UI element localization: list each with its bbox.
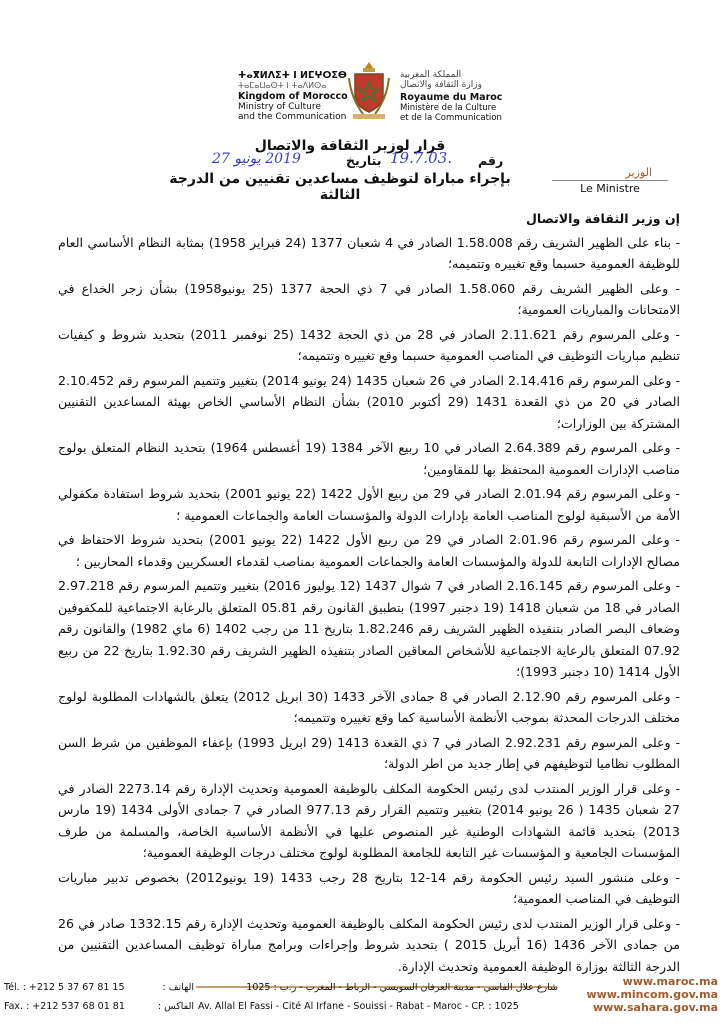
decision-title: قرار لوزير الثقافة والاتصال [254, 138, 446, 154]
footer-websites [562, 975, 718, 1014]
decision-reference-line [200, 149, 520, 173]
kingdom-fr: Royaume du Maroc [400, 92, 503, 103]
kingdom-ar: المملكة المغربية [400, 70, 462, 80]
visa-item: - وعلى المرسوم رقم 2.16.145 الصادر في 7 شوال 1437 (12 يوليوز 2016) بتغيير وتتميم المرسوم رقم 2.97.218 الصادر في 18 من شعبان 1418 (19 دجنبر 1997) بتطبيق القانون رقم 05.81 المتعلق بالرعاية الاجتماعية للمكفوفين وضعاف البصر الصادر بتنفيذه الظهير الشريف رقم 1.82.246 بتاريخ 11 من رجب 1402 (6 ماي 1982) والقانون رقم 07.92 المتعلق بالرعاية الاجتماعية للأشخاص المعاقين الصادر بتنفيذه الظهير الشريف رقم 1.92.30 بتاريخ 22 من ربيع الأول 1414 (10 دجنبر 1993)؛ [58, 578, 681, 679]
ref-number: 19.7.03. [390, 149, 453, 167]
ministry-en-2: and the Communication [238, 112, 347, 122]
footer-fax: Fax. : +212 537 68 01 81 [4, 1001, 125, 1012]
ref-date-label: بتاريخ [346, 153, 382, 168]
visa-item: - وعلى المرسوم رقم 2.01.94 الصادر في 29 من ربيع الأول 1422 (22 يونيو 2001) بتحديد شروط استفادة مكفولي الأمة من الأسبقية لولوج المناصب العامة بإدارات الدولة والمؤسسات العامة والجماعات العمومية ؛ [58, 486, 680, 523]
decision-body [58, 208, 680, 980]
ministry-fr-2: et de la Communication [400, 113, 502, 123]
website-link[interactable]: www.mincom.gov.ma [586, 988, 718, 1001]
header-right [400, 70, 510, 123]
body-intro: إن وزير الثقافة والاتصال [525, 211, 680, 226]
visa-item: - وعلى المرسوم رقم 2.01.96 الصادر في 29 من ربيع الأول 1422 (22 يونيو 2001) بتحديد شروط الاحتفاظ في مصالح الإدارات التابعة للدولة والمؤسسات العامة والجماعات العمومية بمناصب لقدماء العسكريين وقدماء المحاربين ؛ [58, 532, 680, 569]
ref-date: 2019 يونيو 27 [212, 151, 301, 167]
website-link[interactable]: www.sahara.gov.ma [593, 1001, 718, 1014]
footer-fax-row [4, 997, 194, 1016]
footer-tel-ar: الهاتف : [162, 982, 194, 993]
visa-item: - بناء على الظهير الشريف رقم 1.58.008 الصادر في 4 شعبان 1377 (24 فبراير 1958) بمثابة النظام الأساسي العام للوظيفة العمومية حسبما وقع تغييره وتتميمه؛ [58, 234, 680, 271]
minister-label-box [552, 166, 668, 195]
ministry-ar: وزارة الثقافة والاتصال [400, 80, 482, 90]
tifinagh-sub: ⵜⴰⵎⴰⵡⴰⵙⵜ ⵏ ⵜⴰⴷⵍⵙⴰ [238, 81, 327, 90]
tifinagh-title: ⵜⴰⴳⵍⴷⵉⵜ ⵏ ⵍⵎⵖⵔⵉⴱ [238, 70, 347, 81]
visa-item: - وعلى المرسوم رقم 2.64.389 الصادر في 10 ربيع الآخر 1384 (19 أغسطس 1964) بتحديد النظام المتعلق بولوج مناصب الإدارات العمومية المحتفظ بها للمقاومين؛ [58, 440, 680, 477]
minister-fr: Le Ministre [580, 182, 640, 195]
visa-item: - وعلى المرسوم رقم 2.14.416 الصادر في 26 شعبان 1435 (24 يونيو 2014) بتغيير وتتميم المرسوم رقم 2.10.452 الصادر في 20 من ذي القعدة 1431 (29 أكتوبر 2010) بشأن النظام الأساسي الخاص بهيئة المساعدين التقنيين المشتركة بين الوزارات؛ [58, 372, 681, 431]
footer-tel: Tél. : +212 5 37 67 81 15 [4, 982, 125, 993]
coat-of-arms-icon [345, 60, 393, 122]
footer-address-block [198, 978, 558, 1016]
visa-item: - وعلى المرسوم رقم 2.12.90 الصادر في 8 جمادى الآخر 1433 (30 ابريل 2012) يتعلق بالشهادات المطلوبة لولوج مختلف الدرجات المحدثة بموجب الأنظمة الأساسية كما وقع تغييره وتتميمه؛ [58, 688, 681, 725]
visa-item: - وعلى منشور السيد رئيس الحكومة رقم 14-12 بتاريخ 28 رجب 1433 (19 يونيو2012) بخصوص تدبير مباريات التوظيف في المناصب العمومية؛ [58, 869, 681, 906]
website-link[interactable]: www.maroc.ma [622, 975, 718, 988]
footer-phone-block [4, 978, 194, 1016]
footer-address-fr: Av. Allal El Fassi - Cité Al Irfane - Souissi - Rabat - Maroc - CP. : 1025 [198, 1001, 519, 1012]
footer-tel-row [4, 978, 194, 997]
ministry-fr-1: Ministère de la Culture [400, 103, 497, 113]
decision-subject: بإجراء مباراة لتوظيف مساعدين تقنيين من الدرجة الثالثة [169, 171, 511, 203]
visa-item: - وعلى الظهير الشريف رقم 1.58.060 الصادر في 7 ذي الحجة 1377 (25 يونيو1958) بشأن زجر الخداع في الامتحانات والمباريات العمومية؛ [58, 280, 680, 317]
minister-divider [552, 180, 668, 181]
minister-ar: الوزير [625, 166, 652, 179]
visa-item: - وعلى المرسوم رقم 2.92.231 الصادر في 7 ذي القعدة 1413 (29 ابريل 1993) بإعفاء الموظفين من شرط السن المطلوب نظاميا لتوظيفهم في إطار جديد من اطر الدولة؛ [58, 734, 680, 771]
visa-item: - وعلى قرار الوزير المنتدب لدى رئيس الحكومة المكلف بالوظيفة العمومية وتحديث الإدارة رقم 1332.15 صادر في 26 من جمادى الآخر 1436 (16 أبريل 2015 ) بتحديد شروط وإجراءات وبرامج مباراة توظيف المساعدين التقنيين من الدرجة الثالثة بوزارة الوظيفة العمومية وتحديث الإدارة. [58, 915, 680, 974]
visa-item: - وعلى المرسوم رقم 2.11.621 الصادر في 28 من ذي الحجة 1432 (25 نوفمبر 2011) بتحديد شروط و كيفيات تنظيم مباريات التوظيف في المناصب العمومية حسبما وقع تغييره وتتميمه؛ [58, 326, 680, 363]
header-left [238, 70, 358, 122]
footer-fax-ar: الفاكس : [157, 1001, 194, 1012]
ref-number-label: رقم [478, 153, 504, 168]
ministry-en-1: Ministry of Culture [238, 102, 321, 112]
kingdom-en: Kingdom of Morocco [238, 91, 348, 102]
footer-address-ar: شارع علال الفاسي - مدينة العرفان السويسي - الرباط - المغرب - ر.ب : 1025 [246, 982, 558, 993]
visa-item: - وعلى قرار الوزير المنتدب لدى رئيس الحكومة المكلف بالوظيفة العمومية وتحديث الإدارة رقم 2273.14 الصادر في 27 شعبان 1435 ( 26 يونيو 2014) بتغيير وتتميم القرار رقم 977.13 الصادر في 7 جمادى الأولى 1434 (19 مارس 2013) بتحديد قائمة الشهادات الوطنية غير المنصوص عليها في الأنظمة الأساسية الخاصة، والمسلمة من طرف المؤسسات الجامعية و المؤسسات غير التابعة للجامعة المطلوبة لولوج مختلف درجات الوظيفة العمومية؛ [58, 780, 680, 860]
